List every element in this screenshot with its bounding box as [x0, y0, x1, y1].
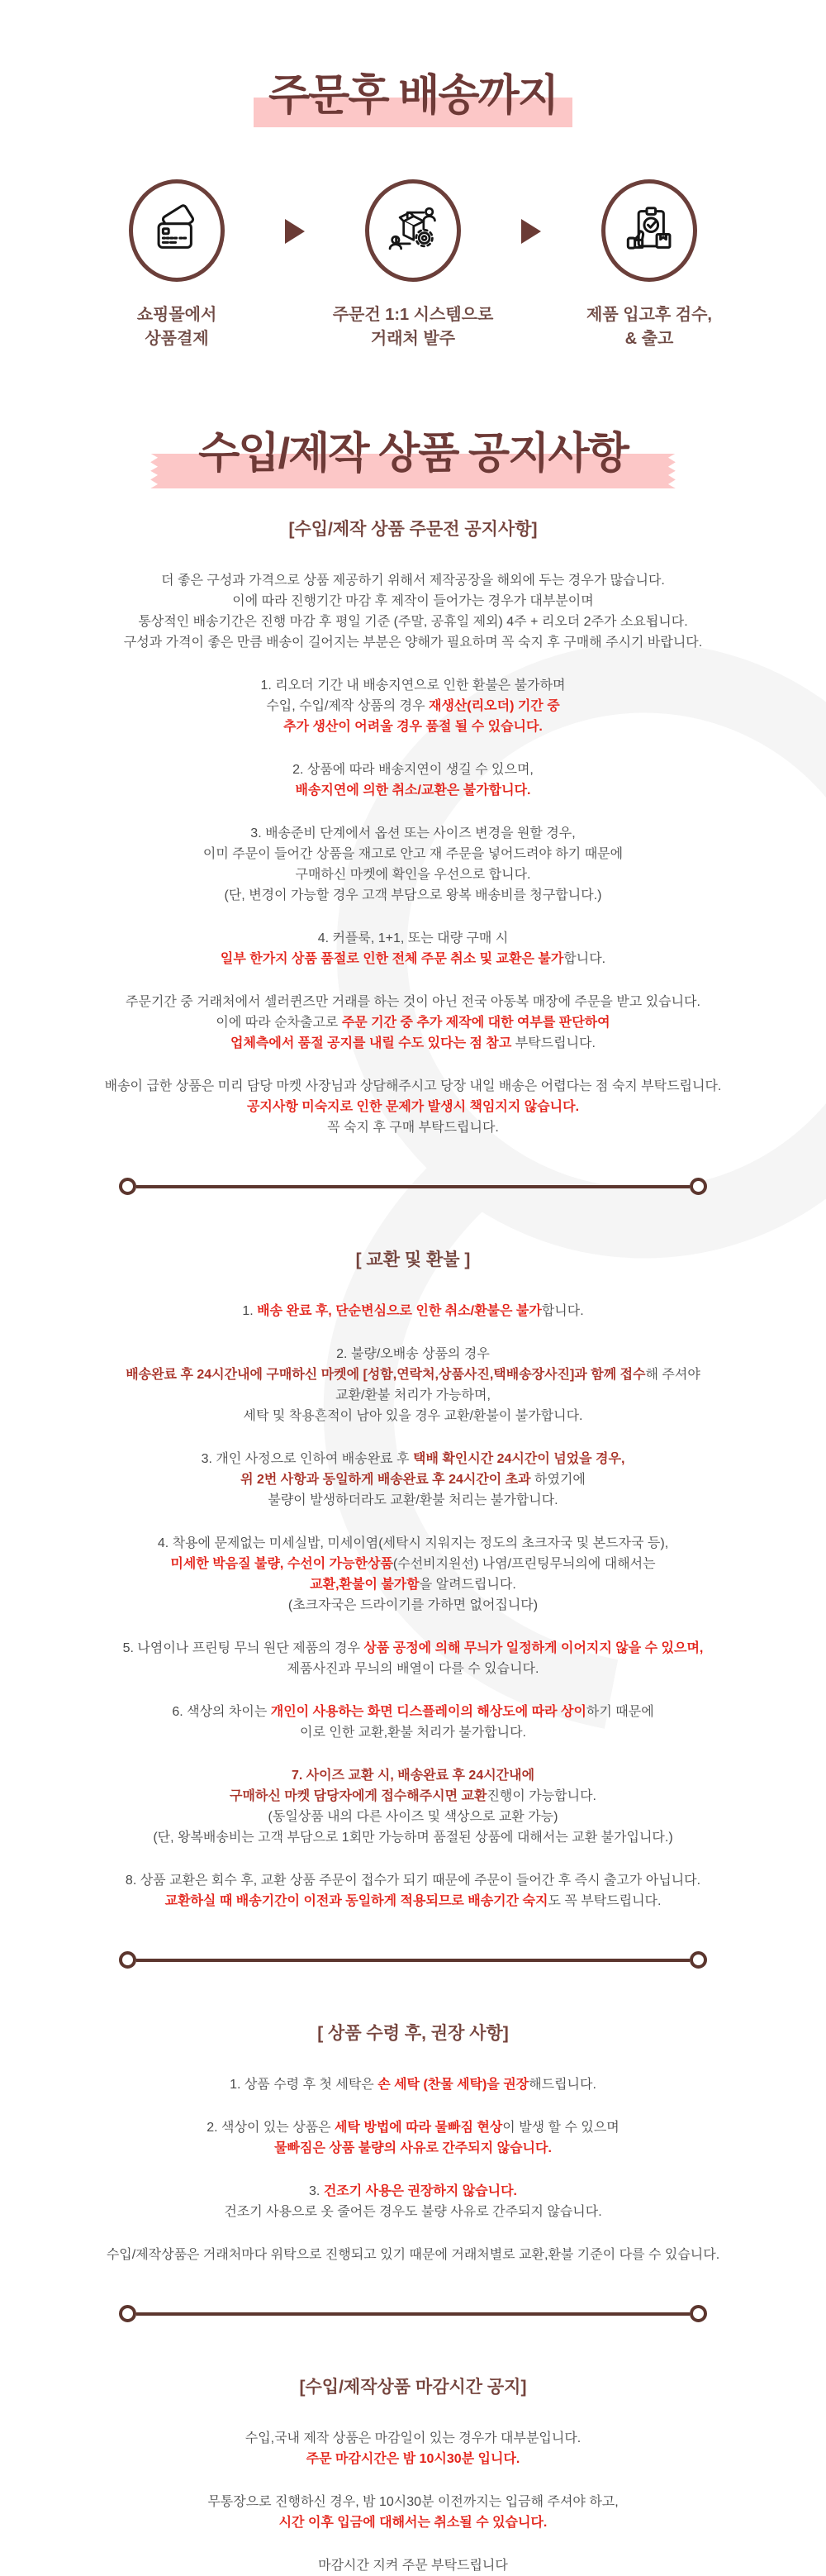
text-segment: 도 꼭 부탁드립니다.	[548, 1894, 662, 1909]
notice-block	[0, 1533, 826, 1616]
notice-block	[0, 675, 826, 737]
divider-ring-icon	[690, 1178, 707, 1195]
step-circle	[601, 179, 697, 282]
divider-ring-icon	[690, 2305, 707, 2322]
notice-block	[0, 2555, 826, 2576]
divider-ring-icon	[119, 1178, 136, 1195]
notice-block	[0, 2428, 826, 2469]
text-segment: 미세한 박음질 불량, 수선이 가능한상품	[170, 1557, 393, 1572]
step-circle	[129, 179, 225, 282]
divider-ring-icon	[119, 1951, 136, 1969]
notice-block	[0, 928, 826, 969]
text-segment: 위 2번 사항과 동일하게 배송완료 후 24시간이 초과	[240, 1473, 531, 1488]
text-segment: 더 좋은 구성과 가격으로 상품 제공하기 위해서 제작공장을 해외에 두는 경우가 많습니다.	[161, 574, 665, 588]
text-segment: 4. 착용에 문제없는 미세실밥, 미세이염(세탁시 지워지는 정도의 초크자국 및 본드자국 등),	[157, 1536, 669, 1551]
notice-block	[0, 2181, 826, 2222]
text-segment: 이로 인한 교환,환불 처리가 불가합니다.	[300, 1726, 526, 1740]
text-segment: 건조기 사용은 권장하지 않습니다.	[323, 2184, 517, 2199]
process-step-payment	[74, 179, 280, 351]
text-segment: 업체측에서 품절 공지를 내릴 수도 있다는 점 참고	[230, 1036, 512, 1051]
text-segment: (초크자국은 드라이기를 가하면 없어집니다)	[287, 1598, 539, 1613]
text-segment: 구성과 가격이 좋은 만큼 배송이 길어지는 부분은 양해가 필요하며 꼭 숙지 후 구매해 주시기 바랍니다.	[123, 636, 703, 650]
divider-line	[136, 1185, 690, 1188]
text-segment: 배송지연에 의한 취소/교환은 불가합니다.	[295, 783, 531, 798]
step-label: 주문건 1:1 시스템으로 거래처 발주	[332, 306, 494, 349]
text-segment: 손 세탁 (찬물 세탁)을 권장	[377, 2078, 529, 2093]
text-segment: (단, 변경이 가능할 경우 고객 부담으로 왕복 배송비를 청구합니다.)	[224, 888, 602, 903]
text-segment: 세탁 방법에 따라 물빠짐 현상	[335, 2121, 503, 2136]
text-segment: 하였기에	[530, 1473, 586, 1488]
text-segment: 교환하실 때 배송기간이 이전과 동일하게 적용되므로 배송기간 숙지	[164, 1894, 548, 1909]
inspection-icon	[621, 202, 677, 259]
notice-block	[0, 1076, 826, 1138]
text-segment: 공지사항 미숙지로 인한 문제가 발생시 책임지지 않습니다.	[246, 1100, 580, 1115]
notice-block	[0, 1702, 826, 1743]
text-segment: 2. 색상이 있는 상품은	[206, 2121, 335, 2136]
text-segment: 2. 불량/오배송 상품의 경우	[336, 1347, 490, 1362]
section-heading: [수입/제작상품 마감시간 공지]	[299, 2378, 527, 2397]
notice-block	[0, 823, 826, 906]
process-step-inspection	[546, 179, 752, 351]
notice-block	[0, 1638, 826, 1679]
text-segment: 해드립니다.	[529, 2078, 596, 2093]
section-heading: [ 교환 및 환불 ]	[355, 1250, 471, 1270]
page-title: 주문후 배송까지	[268, 73, 558, 120]
text-segment: 세탁 및 착용흔적이 남아 있을 경우 교환/환불이 불가합니다.	[243, 1409, 583, 1424]
text-segment: 8. 상품 교환은 회수 후, 교환 상품 주문이 접수가 되기 때문에 주문이 들어간 후 즉시 출고가 아닙니다.	[125, 1874, 701, 1888]
text-segment: 구매하신 마켓 담당자에게 접수해주시면 교환	[230, 1789, 487, 1804]
text-segment: 배송 완료 후, 단순변심으로 인한 취소/환불은 불가	[257, 1304, 542, 1319]
text-segment: 합니다.	[563, 952, 606, 967]
text-segment: 4. 커플룩, 1+1, 또는 대량 구매 시	[317, 931, 509, 946]
divider-line	[136, 1959, 690, 1962]
text-segment: 통상적인 배송기간은 진행 마감 후 평일 기준 (주말, 공휴일 제외) 4주 + 리오더 2주가 소요됩니다.	[138, 615, 688, 630]
text-segment: 이미 주문이 들어간 상품을 재고로 안고 재 주문을 넣어드려야 하기 때문에	[202, 847, 624, 862]
text-segment: 수입,국내 제작 상품은 마감일이 있는 경우가 대부분입니다.	[244, 2431, 582, 2446]
text-segment: 3. 개인 사정으로 인하여 배송완료 후	[201, 1452, 413, 1467]
text-segment: 이 발생 할 수 있으며	[502, 2121, 620, 2136]
process-step-order-system	[310, 179, 516, 351]
order-process-steps	[0, 179, 826, 351]
text-segment: 추가 생산이 어려울 경우 품절 될 수 있습니다.	[283, 720, 543, 735]
text-segment: 5. 나염이나 프린팅 무늬 원단 제품의 경우	[122, 1641, 364, 1656]
text-segment: 7. 사이즈 교환 시, 배송완료 후 24시간내에	[291, 1769, 535, 1783]
notice-block	[0, 1301, 826, 1321]
text-segment: 합니다.	[541, 1304, 584, 1319]
text-segment: 교환/환불 처리가 가능하며,	[335, 1388, 491, 1403]
text-segment: 개인이 사용하는 화면 디스플레이의 해상도에 따라 상이	[270, 1705, 586, 1720]
text-segment: 3.	[309, 2184, 324, 2199]
text-segment: 진행이 가능합니다.	[487, 1789, 596, 1804]
notice-block	[0, 2492, 826, 2533]
divider-line	[136, 2312, 690, 2316]
section-divider	[119, 1951, 707, 1969]
notice-header	[0, 431, 826, 478]
text-segment: 배송이 급한 상품은 미리 담당 마켓 사장님과 상담해주시고 당장 내일 배송은 어렵다는 점 숙지 부탁드립니다.	[104, 1079, 722, 1094]
section-divider	[119, 1178, 707, 1195]
text-segment: 3. 배송준비 단계에서 옵션 또는 사이즈 변경을 원할 경우,	[250, 826, 576, 841]
text-segment: 6. 색상의 차이는	[172, 1705, 271, 1720]
text-segment: 주문 마감시간은 밤 10시30분 입니다.	[306, 2452, 520, 2467]
notice-block	[0, 992, 826, 1054]
arrow-right-icon	[521, 219, 541, 244]
text-segment: 2. 상품에 따라 배송지연이 생길 수 있으며,	[292, 763, 534, 778]
text-segment: 1. 리오더 기간 내 배송지연으로 인한 환불은 불가하며	[260, 679, 566, 693]
text-segment: (동일상품 내의 다른 사이즈 및 색상으로 교환 가능)	[268, 1810, 558, 1825]
section-divider	[119, 2305, 707, 2322]
credit-card-icon	[149, 202, 205, 259]
text-segment: 불량이 발생하더라도 교환/환불 처리는 불가합니다.	[268, 1493, 558, 1508]
text-segment: 무통장으로 진행하신 경우, 밤 10시30분 이전까지는 입금해 주셔야 하고,	[207, 2495, 619, 2510]
text-segment: 주문 기간 중 추가 제작에 대한 여부를 판단하여	[341, 1016, 610, 1031]
divider-ring-icon	[119, 2305, 136, 2322]
text-segment: 상품 공정에 의해 무늬가 일정하게 이어지지 않을 수 있으며,	[363, 1641, 704, 1656]
step-label: 쇼핑몰에서 상품결제	[136, 306, 217, 349]
text-segment: 이에 따라 진행기간 마감 후 제작이 들어가는 경우가 대부분이며	[232, 594, 594, 609]
notice-block	[0, 1870, 826, 1912]
step-circle	[365, 179, 461, 282]
notice-block	[0, 2074, 826, 2095]
notice-title: 수입/제작 상품 공지사항	[198, 431, 628, 478]
notice-block	[0, 1765, 826, 1848]
notice-block	[0, 1344, 826, 1426]
notice-block	[0, 759, 826, 801]
text-segment: 교환,환불이 불가함	[310, 1578, 420, 1593]
text-segment: 꼭 숙지 후 구매 부탁드립니다.	[327, 1121, 499, 1136]
notice-block	[0, 1449, 826, 1511]
text-segment: 물빠짐은 상품 불량의 사유로 간주되지 않습니다.	[274, 2141, 552, 2156]
text-segment: 1.	[242, 1304, 258, 1319]
order-system-icon	[385, 202, 441, 259]
text-segment: 수입, 수입/제작 상품의 경우	[266, 699, 430, 714]
text-segment: 일부 한가지 상품 품절로 인한 전체 주문 취소 및 교환은 불가	[220, 952, 564, 967]
text-segment: 1. 상품 수령 후 첫 세탁은	[230, 2078, 378, 2093]
arrow-right-icon	[285, 219, 305, 244]
text-segment: 재생산(리오더) 기간 중	[429, 699, 560, 714]
text-segment: 마감시간 지켜 주문 부탁드립니다	[318, 2559, 508, 2574]
notice-sections	[0, 516, 826, 2576]
text-segment: 해 주셔야	[645, 1368, 700, 1383]
notice-block	[0, 2245, 826, 2265]
notice-block	[0, 2117, 826, 2159]
text-segment: 배송완료 후 24시간내에 구매하신 마켓에 [성함,연락처,상품사진,택배송장사진]과 함께 접수	[126, 1368, 646, 1383]
text-segment: 시간 이후 입금에 대해서는 취소될 수 있습니다.	[278, 2516, 548, 2531]
text-segment: 택배 확인시간 24시간이 넘었을 경우,	[412, 1452, 625, 1467]
notice-block	[0, 570, 826, 653]
section-heading: [수입/제작 상품 주문전 공지사항]	[288, 520, 538, 540]
text-segment: 수입/제작상품은 거래처마다 위탁으로 진행되고 있기 때문에 거래처별로 교환,환불 기준이 다를 수 있습니다.	[106, 2248, 720, 2263]
text-segment: 을 알려드립니다.	[419, 1578, 516, 1593]
step-label: 제품 입고후 검수, & 출고	[586, 306, 712, 349]
text-segment: 하기 때문에	[586, 1705, 654, 1720]
text-segment: 이에 따라 순차출고로	[216, 1016, 342, 1031]
header	[0, 0, 826, 120]
text-segment: 제품사진과 무늬의 배열이 다를 수 있습니다.	[287, 1662, 539, 1677]
divider-ring-icon	[690, 1951, 707, 1969]
text-segment: 건조기 사용으로 옷 줄어든 경우도 불량 사유로 간주되지 않습니다.	[224, 2205, 602, 2220]
text-segment: 구매하신 마켓에 확인을 우선으로 합니다.	[295, 868, 531, 883]
text-segment: (단, 왕복배송비는 고객 부담으로 1회만 가능하며 품절된 상품에 대해서는 교환 불가입니다.)	[153, 1831, 673, 1845]
text-segment: 부탁드립니다.	[511, 1036, 596, 1051]
section-heading: [ 상품 수령 후, 권장 사항]	[317, 2024, 509, 2044]
text-segment: (수선비지원선) 나염/프린팅무늬의에 대해서는	[392, 1557, 656, 1572]
text-segment: 주문기간 중 거래처에서 셀러퀸즈만 거래를 하는 것이 아닌 전국 아동복 매장에 주문을 받고 있습니다.	[126, 995, 700, 1010]
